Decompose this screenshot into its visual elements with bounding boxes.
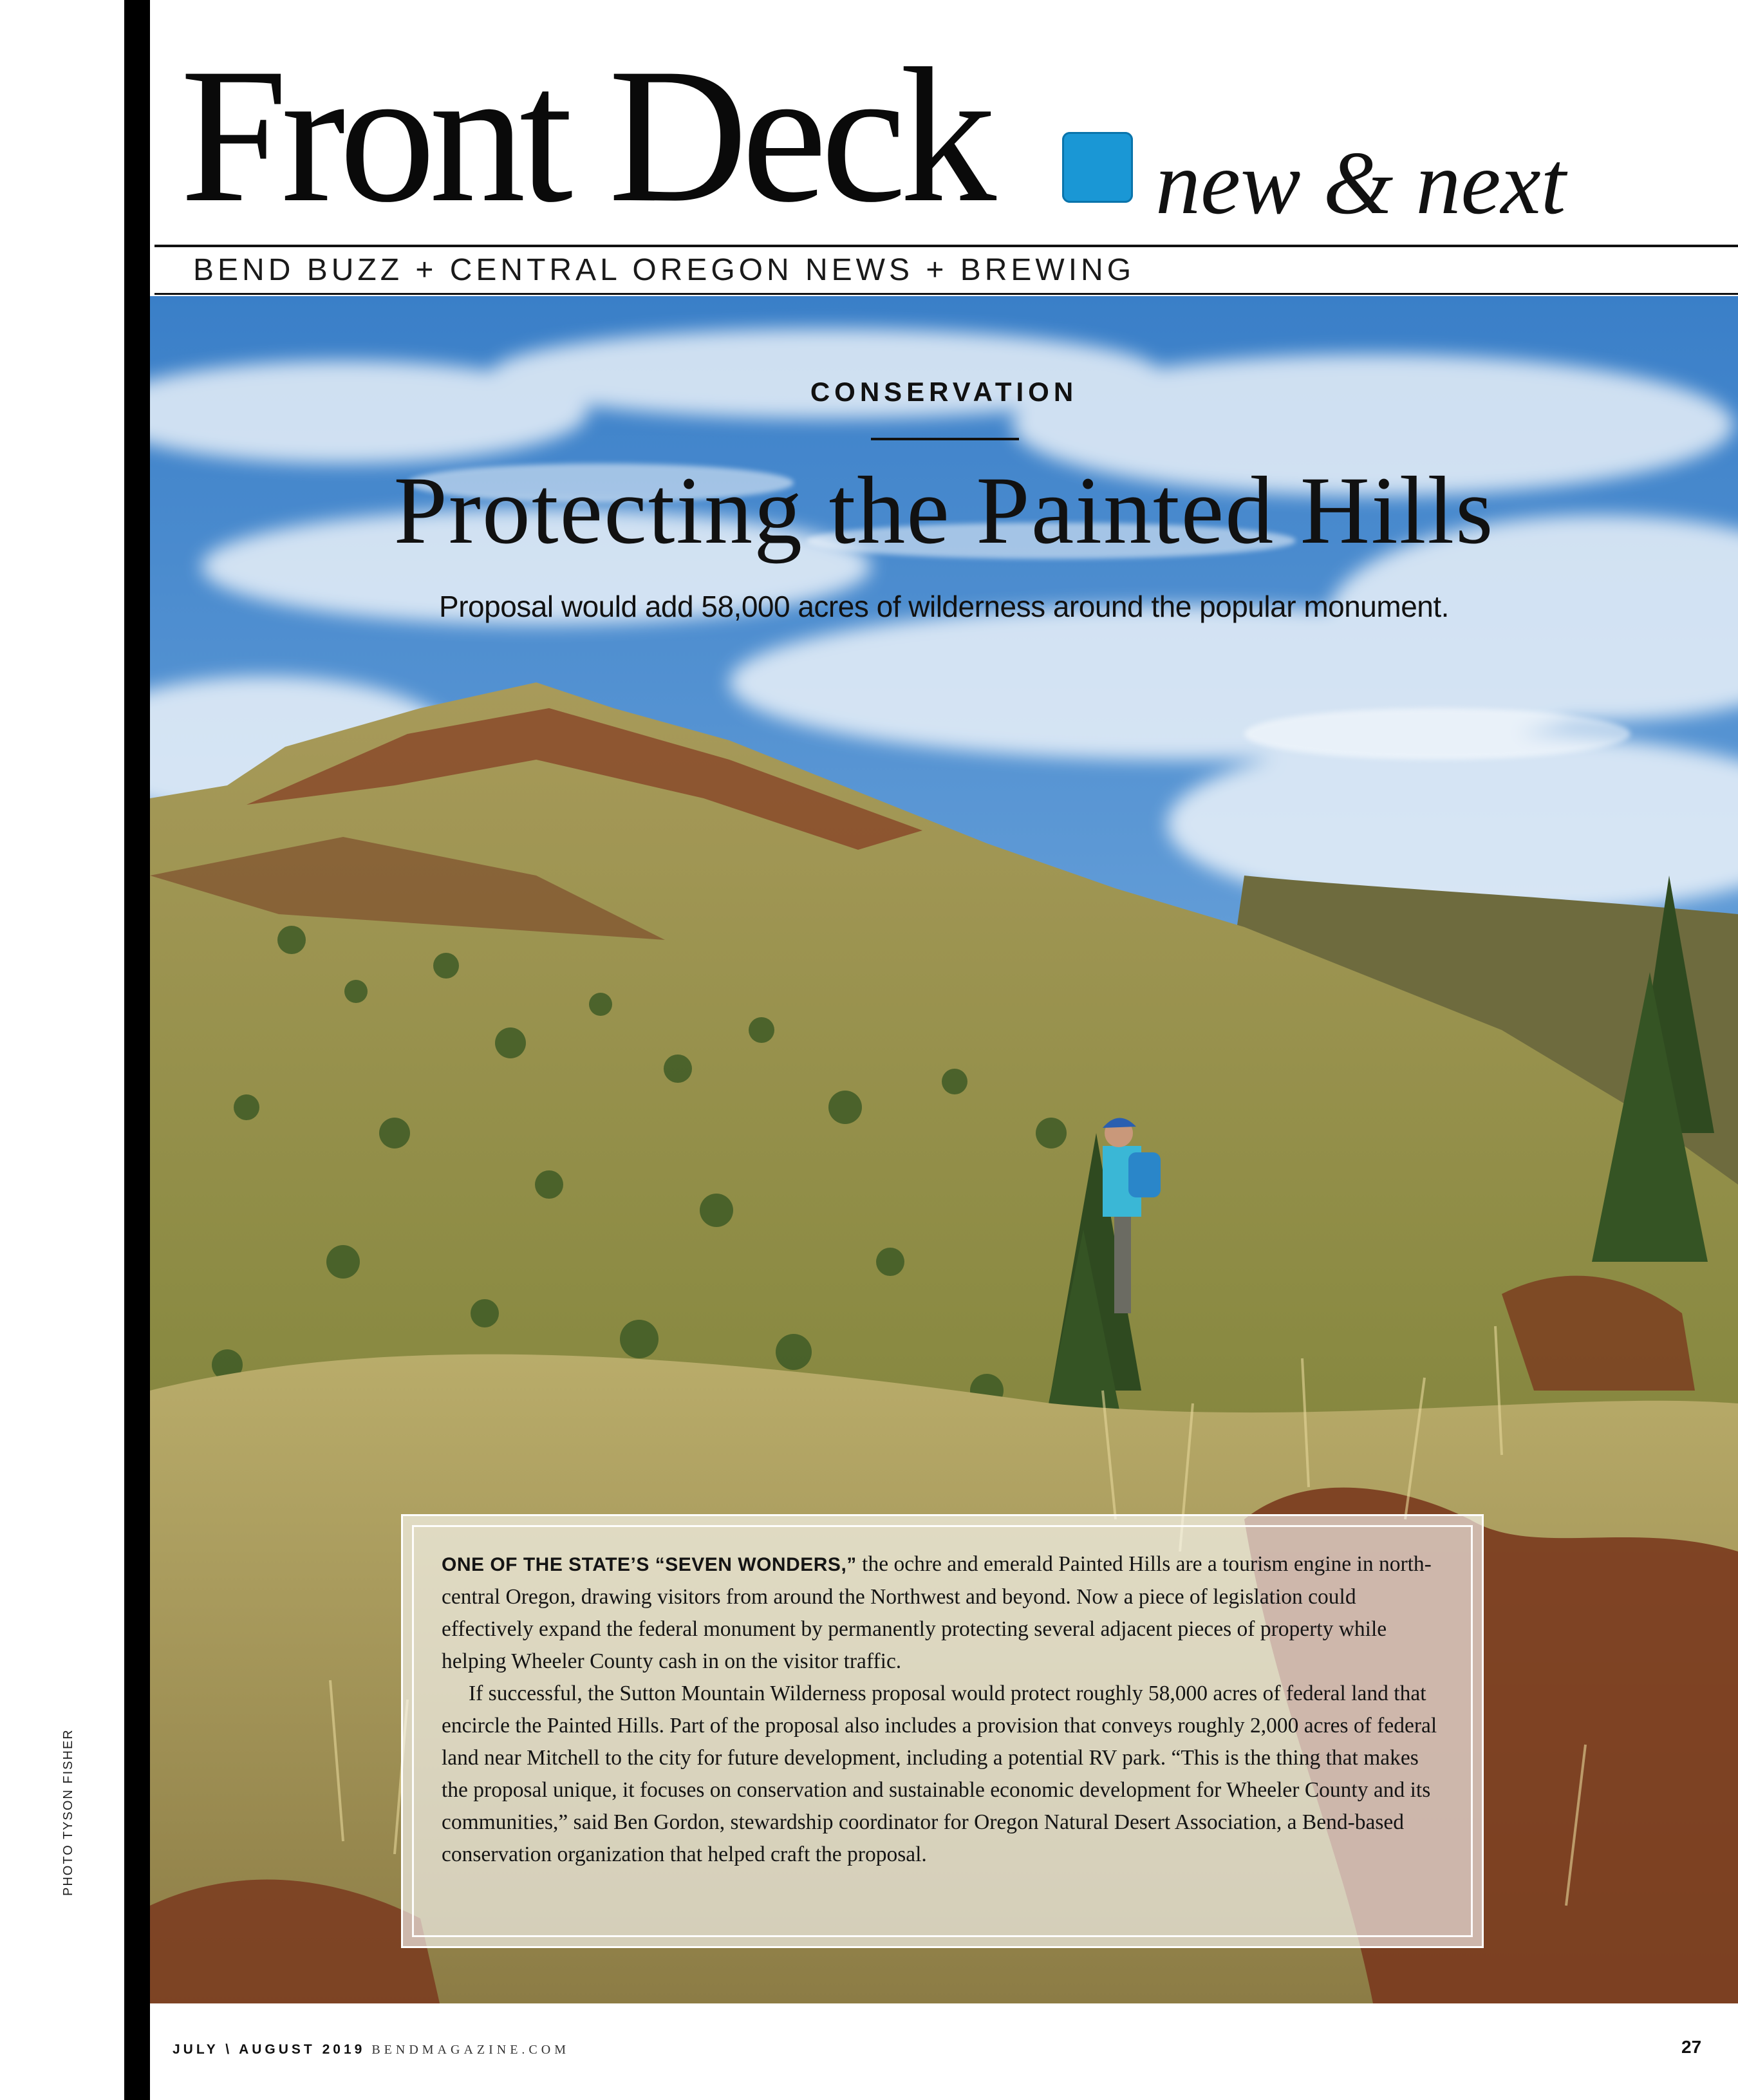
masthead-tagline: new & next (1155, 133, 1566, 233)
body-paragraph-1 (442, 1548, 1446, 1678)
masthead (180, 19, 1712, 242)
section-rule (154, 293, 1738, 295)
article-dek: Proposal would add 58,000 acres of wilderness around the popular monument. (439, 590, 1449, 623)
masthead-title: Front Deck (180, 28, 991, 242)
photo-credit: PHOTO TYSON FISHER (61, 1729, 75, 1896)
page-spine-bar (124, 0, 150, 2100)
issue-date: JULY \ AUGUST 2019 (173, 2042, 366, 2057)
article-headline: Protecting the Painted Hills (393, 457, 1495, 564)
article-kicker: CONSERVATION (810, 377, 1078, 407)
top-rule (154, 245, 1738, 247)
footer-folio (173, 2042, 570, 2058)
paragraph-1-text: the ochre and emerald Painted Hills are a tourism engine in north-central Oregon, drawing visitors from around the Northwest and beyond. Now a piece of legislation could effectively expand the federal monument by permanently protecting several adjacent pieces of property while helping Wheeler County cash in on the visitor traffic. (442, 1552, 1432, 1673)
article-body (442, 1548, 1446, 1871)
lead-in: ONE OF THE STATE’S “SEVEN WONDERS,” (442, 1554, 857, 1575)
page-number: 27 (1681, 2037, 1702, 2057)
body-paragraph-2: If successful, the Sutton Mountain Wilderness proposal would protect roughly 58,000 acres of federal land that encircle the Painted Hills. Part of the proposal also includes a provision that conveys roughly 2,000 acres of federal land near Mitchell to the city for future development, including a potential RV park. “This is the thing that makes the proposal unique, it focuses on conservation and sustainable economic development for Wheeler County and its communities,” said Ben Gordon, stewardship coordinator for Oregon Natural Desert Association, a Bend-based conservation organization that helped craft the proposal. (442, 1682, 1437, 1866)
magazine-url: BENDMAGAZINE.COM (371, 2043, 570, 2057)
section-line: BEND BUZZ + CENTRAL OREGON NEWS + BREWING (193, 253, 1135, 287)
kicker-rule (871, 438, 1019, 440)
masthead-square-icon (1062, 132, 1133, 203)
article-text-box (401, 1514, 1484, 1948)
hero-photo (150, 296, 1738, 2003)
